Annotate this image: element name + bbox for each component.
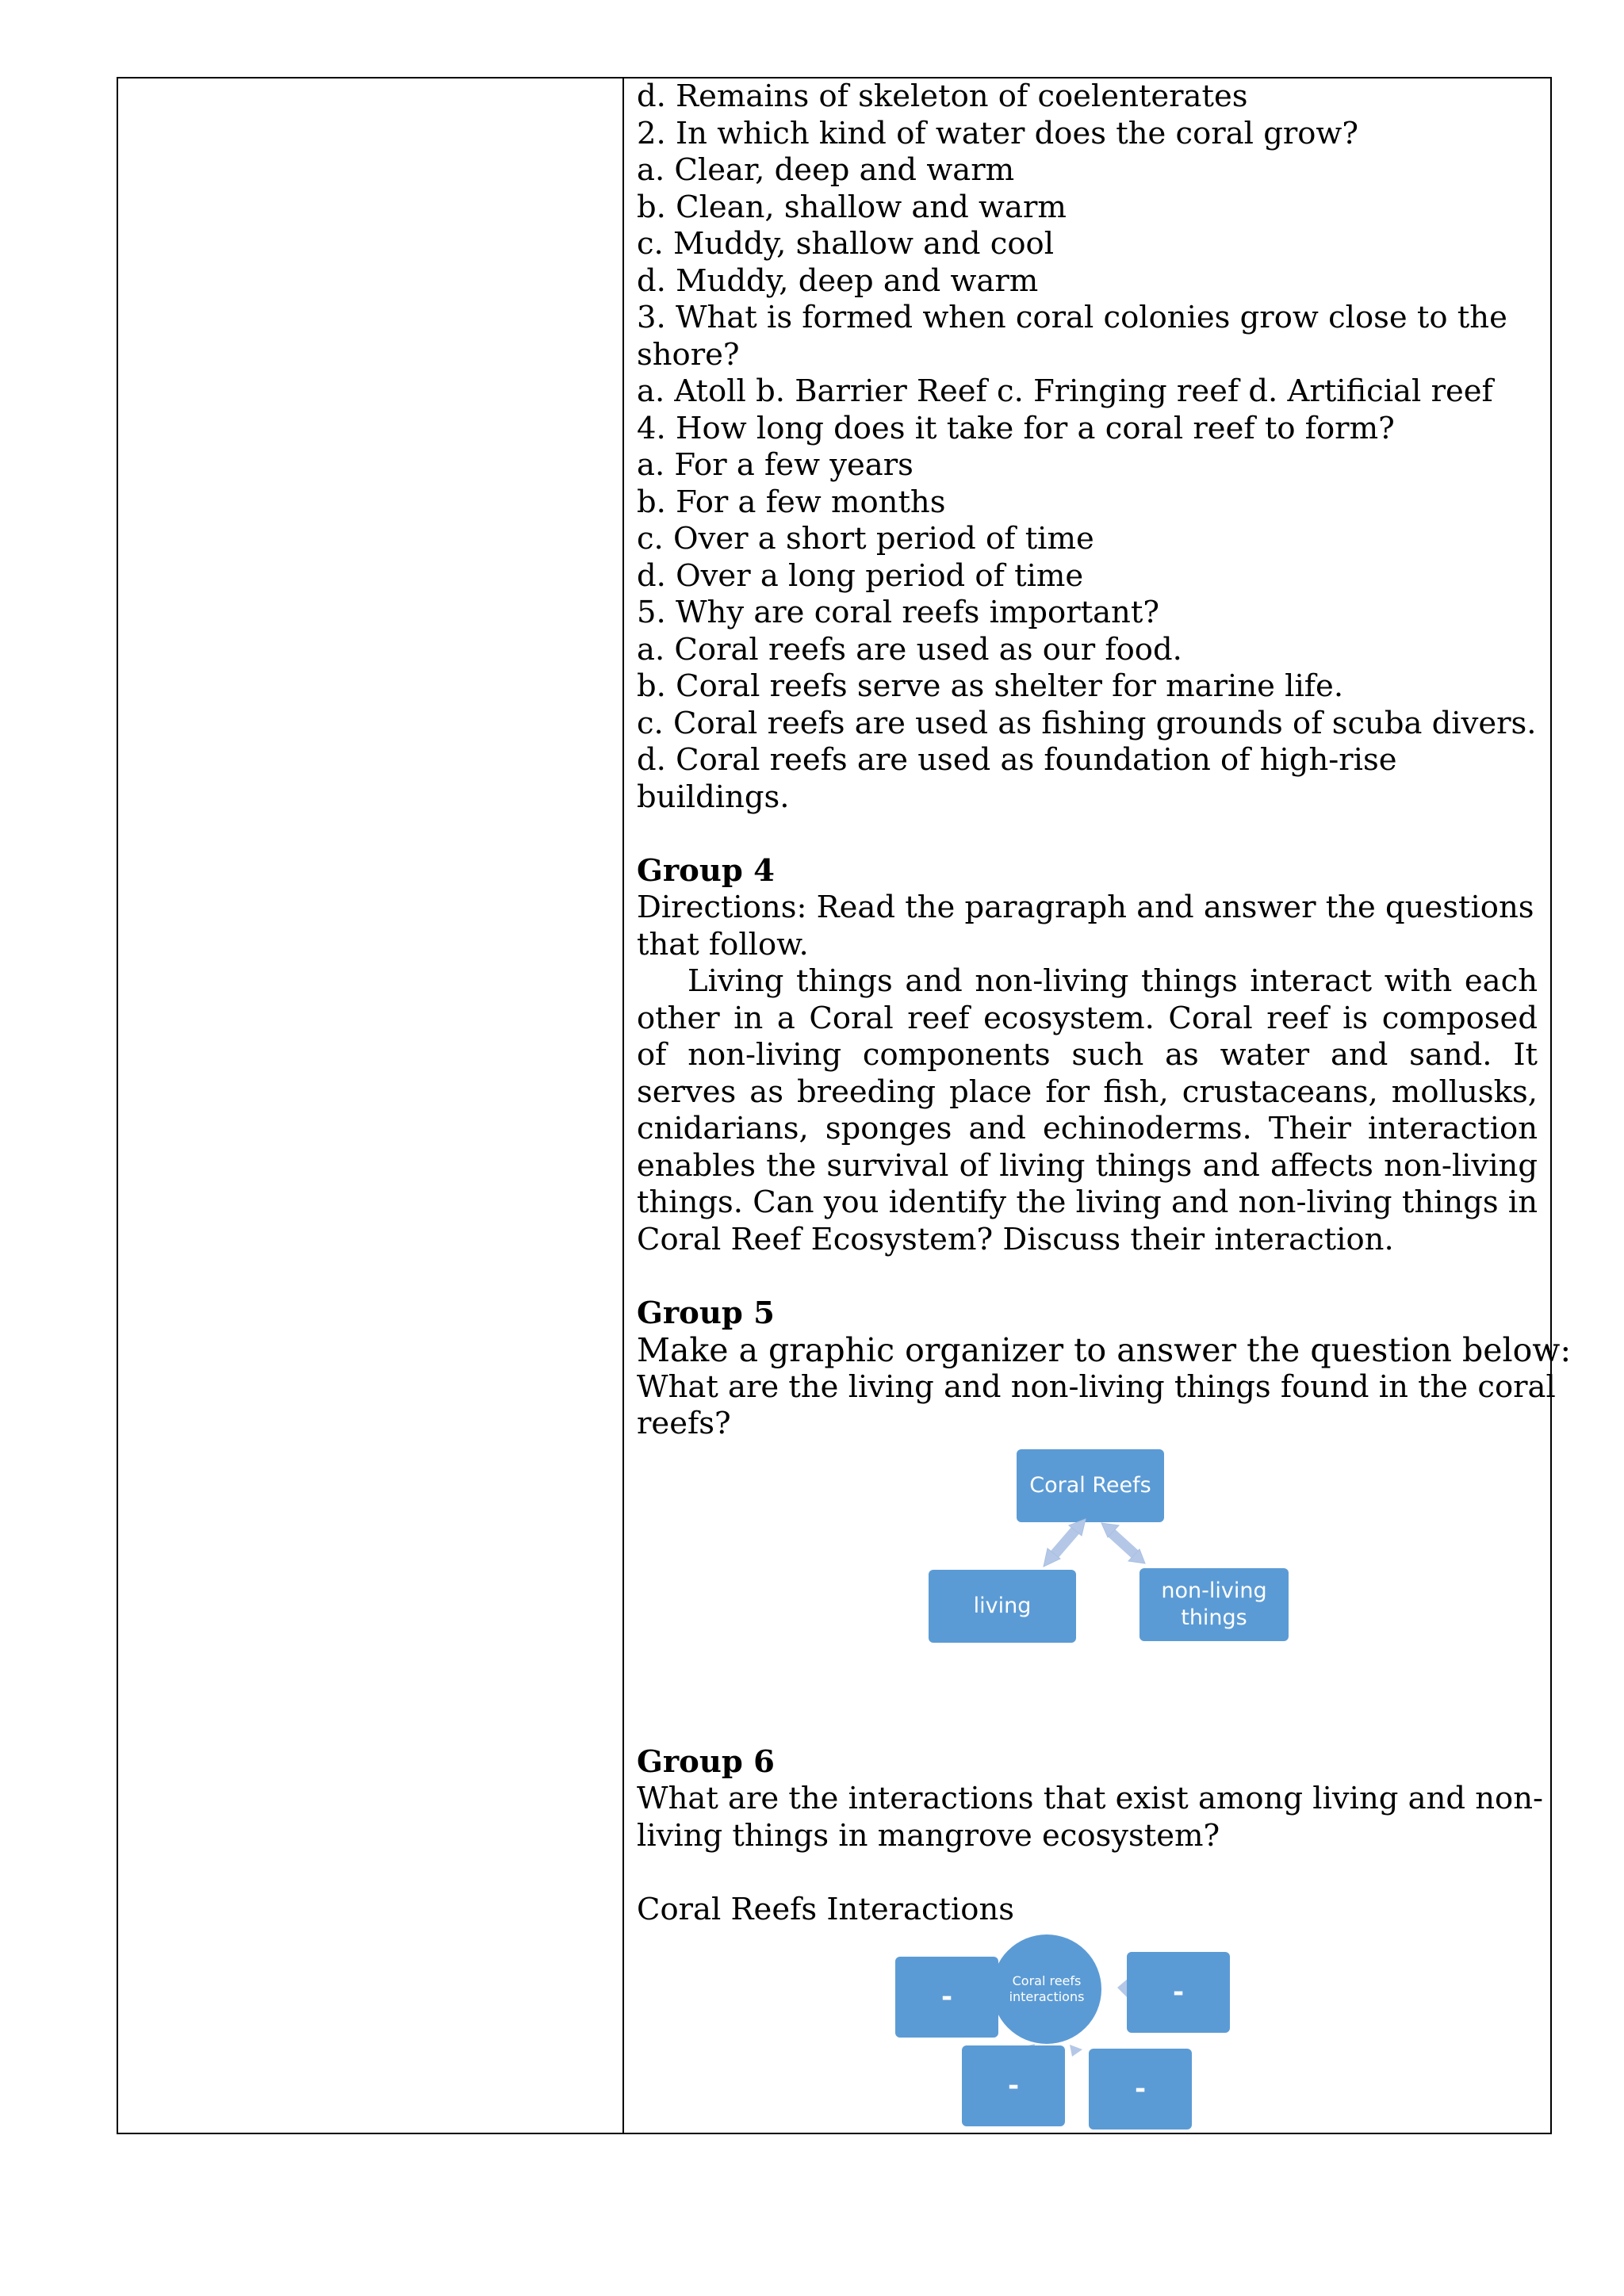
cycle-blank-box-bottom-right xyxy=(1089,2049,1192,2130)
cycle-blank-left-label: - xyxy=(940,1980,953,2013)
q5-option-d-line1: d. Coral reefs are used as foundation of high-rise xyxy=(637,742,1397,778)
group5-instruction: Make a graphic organizer to answer the question below: xyxy=(637,1331,1572,1369)
double-arrow-right-icon xyxy=(1101,1523,1145,1563)
organizer-top-label: Coral Reefs xyxy=(1029,1472,1151,1498)
q5-option-a: a. Coral reefs are used as our food. xyxy=(637,631,1182,668)
group4-heading: Group 4 xyxy=(637,852,775,889)
spacer xyxy=(637,1854,1538,1892)
cycle-blank-right-label: - xyxy=(1172,1976,1185,2008)
q2-question: 2. In which kind of water does the coral grow? xyxy=(637,115,1359,151)
q3-question-line2: shore? xyxy=(637,336,740,373)
spacer xyxy=(637,1258,1538,1295)
organizer-living-box xyxy=(929,1570,1076,1643)
q4-option-b: b. For a few months xyxy=(637,484,946,520)
q4-option-c: c. Over a short period of time xyxy=(637,521,1094,557)
lesson-table xyxy=(117,77,1572,2134)
arrow-up-right-icon xyxy=(1070,2045,1082,2057)
group5-question-line1: What are the living and non-living things found in the coral xyxy=(637,1368,1556,1405)
spacer xyxy=(637,816,1538,853)
q4-option-d: d. Over a long period of time xyxy=(637,557,1084,594)
right-column-content xyxy=(637,78,1572,2158)
organizer-living-label: living xyxy=(973,1593,1032,1618)
cycle-arrows xyxy=(637,1928,1538,2158)
group6-heading: Group 6 xyxy=(637,1743,775,1780)
organizer-arrows xyxy=(637,1443,1538,1744)
cycle-blank-bottom-right-label: - xyxy=(1134,2072,1147,2105)
cycle-blank-box-bottom-left xyxy=(962,2045,1065,2126)
q5-option-c: c. Coral reefs are used as fishing grounds of scuba divers. xyxy=(637,705,1537,741)
q3-question-line1: 3. What is formed when coral colonies grow close to the xyxy=(637,300,1507,335)
cycle-blank-box-left xyxy=(895,1957,998,2038)
group5-question-line2: reefs? xyxy=(637,1406,731,1441)
q2-option-a: a. Clear, deep and warm xyxy=(637,152,1015,188)
cycle-blank-box-right xyxy=(1127,1952,1230,2033)
q5-option-d-line2: buildings. xyxy=(637,779,790,815)
cycle-center-label-line1: Coral reefs xyxy=(1012,1973,1082,1988)
q3-options: a. Atoll b. Barrier Reef c. Fringing reef d. Artificial reef xyxy=(637,373,1493,409)
group4-paragraph: Living things and non-living things interact with each other in a Coral reef ecosystem. Coral reef is composed of non-living components such as water and sand. It serves as breeding place for fish, crustaceans, mollusks, cnidarians, sponges and echinoderms. Their interaction enables the survival of living things and affects non-living things. Can you identify the living and non-living things in Coral Reef Ecosystem? Discuss their interaction. xyxy=(637,963,1538,1257)
double-arrow-left-icon xyxy=(1044,1519,1086,1567)
organizer-nonliving-box xyxy=(1139,1568,1289,1641)
q2-option-c: c. Muddy, shallow and cool xyxy=(637,226,1055,262)
group6-subtitle: Coral Reefs Interactions xyxy=(637,1891,1015,1927)
column-divider xyxy=(622,78,624,2133)
q2-option-d: d. Muddy, deep and warm xyxy=(637,262,1039,299)
q4-question: 4. How long does it take for a coral reef to form? xyxy=(637,410,1395,446)
organizer-nonliving-label-line1: non-living xyxy=(1161,1578,1267,1603)
group6-cycle-diagram xyxy=(637,1928,1538,2158)
cycle-blank-bottom-left-label: - xyxy=(1007,2069,1020,2102)
group6-question-line2: living things in mangrove ecosystem? xyxy=(637,1817,1220,1854)
group5-graphic-organizer xyxy=(637,1443,1538,1744)
cycle-center-label-line2: interactions xyxy=(1009,1989,1085,2004)
group4-directions-line2: that follow. xyxy=(637,926,809,962)
group4-directions-line1: Directions: Read the paragraph and answer the questions xyxy=(637,890,1534,925)
q2-option-b: b. Clean, shallow and warm xyxy=(637,189,1067,225)
q5-option-b: b. Coral reefs serve as shelter for marine life. xyxy=(637,668,1344,704)
group5-heading: Group 5 xyxy=(637,1295,775,1331)
group6-question-line1: What are the interactions that exist among living and non- xyxy=(637,1781,1544,1816)
q4-option-a: a. For a few years xyxy=(637,447,914,483)
q5-question: 5. Why are coral reefs important? xyxy=(637,595,1159,630)
q1-option-d: d. Remains of skeleton of coelenterates xyxy=(637,78,1248,114)
organizer-nonliving-label-line2: things xyxy=(1181,1605,1247,1630)
